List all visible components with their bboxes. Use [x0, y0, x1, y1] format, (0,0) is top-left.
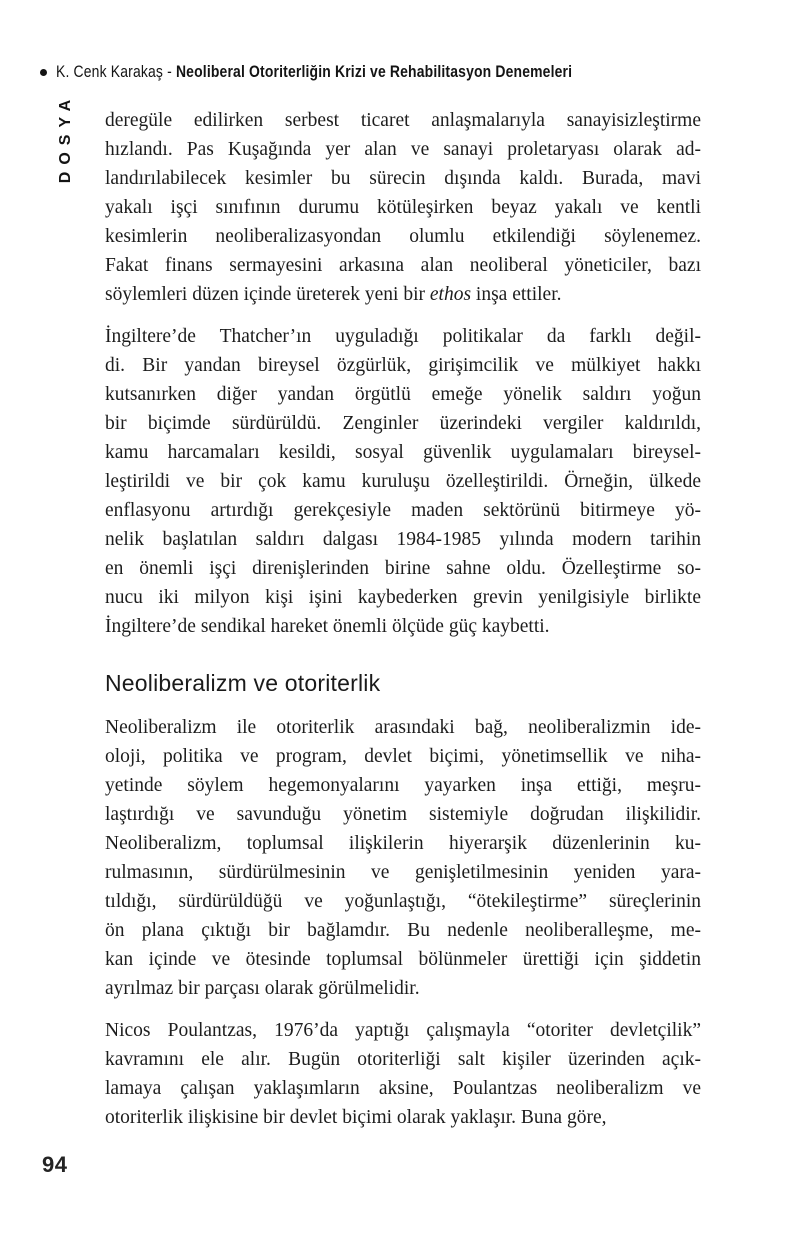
text-line: [105, 409, 701, 438]
text-line: [105, 164, 701, 193]
article-title: Neoliberal Otoriterliğin Krizi ve Rehabilitasyon Denemeleri: [175, 62, 573, 81]
text-run: Fakat finans sermayesini arkasına alan neoliberal yöneticiler, bazı: [105, 255, 701, 276]
text-line: [105, 771, 701, 800]
text-run: söylemleri düzen içinde üreterek yeni bir: [105, 284, 430, 305]
text-line: [105, 1103, 701, 1132]
running-header: [40, 62, 686, 82]
text-run: inşa ettiler.: [471, 284, 562, 305]
text-line: [105, 612, 701, 641]
text-line: [105, 467, 701, 496]
text-run: ön plana çıktığı bir bağlamdır. Bu nedenle neoliberalleşme, me-: [105, 920, 701, 941]
text-line: [105, 554, 701, 583]
italic-term: ethos: [429, 284, 472, 305]
paragraph: [105, 322, 701, 641]
text-run: nelik başlatılan saldırı dalgası 1984-1985 yılında modern tarihin: [105, 529, 701, 550]
text-line: [105, 525, 701, 554]
text-run: Nicos Poulantzas, 1976’da yaptığı çalışmayla “otoriter devletçilik”: [105, 1020, 701, 1041]
paragraph: [105, 106, 701, 309]
text-line: [105, 1074, 701, 1103]
text-run: Neoliberalizm ile otoriterlik arasındaki bağ, neoliberalizmin ide-: [105, 717, 701, 738]
running-header-text: [56, 62, 572, 82]
text-run: deregüle edilirken serbest ticaret anlaşmalarıyla sanayisizleştirme: [105, 110, 701, 131]
text-run: rulmasının, sürdürülmesinin ve genişletilmesinin yeniden yara-: [105, 862, 701, 883]
text-line: [105, 742, 701, 771]
text-run: nucu iki milyon kişi işini kaybederken grevin yenilgisiyle birlikte: [105, 587, 701, 608]
text-line: [105, 135, 701, 164]
text-line: [105, 322, 701, 351]
text-run: kan içinde ve ötesinde toplumsal bölünmeler ürettiği için şiddetin: [105, 949, 701, 970]
text-run: landırılabilecek kesimler bu sürecin dışında kaldı. Burada, mavi: [105, 168, 701, 189]
text-run: Neoliberalizm, toplumsal ilişkilerin hiyerarşik düzenlerinin ku-: [105, 833, 701, 854]
text-run: yakalı işçi sınıfının durumu kötüleşirken beyaz yakalı ve kentli: [105, 197, 701, 218]
text-run: İngiltere’de Thatcher’ın uyguladığı politikalar da farklı değil-: [105, 326, 701, 347]
text-line: [105, 496, 701, 525]
text-run: oloji, politika ve program, devlet biçimi, yönetimsellik ve niha-: [105, 746, 701, 767]
text-line: [105, 222, 701, 251]
text-line: [105, 829, 701, 858]
bullet-icon: [40, 69, 47, 76]
text-line: [105, 800, 701, 829]
text-line: [105, 916, 701, 945]
text-run: lamaya çalışan yaklaşımların aksine, Poulantzas neoliberalizm ve: [105, 1078, 701, 1099]
text-run: tıldığı, sürdürüldüğü ve yoğunlaştığı, “ötekileştirme” süreçlerinin: [105, 891, 701, 912]
body-column: [105, 106, 701, 1145]
text-line: [105, 974, 701, 1003]
text-run: ayrılmaz bir parçası olarak görülmelidir.: [105, 978, 420, 999]
text-run: leştirildi ve bir çok kamu kuruluşu özelleştirildi. Örneğin, ülkede: [105, 471, 701, 492]
text-line: [105, 251, 701, 280]
text-run: kesimlerin neoliberalizasyondan olumlu etkilendiği söylenemez.: [105, 226, 701, 247]
text-run: kamu harcamaları kesildi, sosyal güvenlik uygulamaları bireysel-: [105, 442, 701, 463]
text-line: [105, 193, 701, 222]
text-line: [105, 1016, 701, 1045]
page-number: 94: [42, 1152, 68, 1177]
text-run: di. Bir yandan bireysel özgürlük, girişimcilik ve mülkiyet hakkı: [105, 355, 701, 376]
text-line: [105, 583, 701, 612]
section-heading: Neoliberalizm ve otoriterlik: [105, 670, 381, 696]
text-line: [105, 945, 701, 974]
text-line: [105, 280, 701, 309]
text-run: enflasyonu artırdığı gerekçesiyle maden sektörünü bitirmeye yö-: [105, 500, 701, 521]
text-run: hızlandı. Pas Kuşağında yer alan ve sanayi proletaryası olarak ad-: [105, 139, 701, 160]
text-line: [105, 887, 701, 916]
text-line: [105, 858, 701, 887]
text-line: [105, 380, 701, 409]
text-run: en önemli işçi direnişlerinden birine sahne oldu. Özelleştirme so-: [105, 558, 701, 579]
text-run: İngiltere’de sendikal hareket önemli ölçüde güç kaybetti.: [105, 616, 550, 637]
text-line: [105, 438, 701, 467]
section-vertical-label: DOSYA: [57, 92, 74, 184]
text-run: otoriterlik ilişkisine bir devlet biçimi olarak yaklaşır. Buna göre,: [105, 1107, 607, 1128]
text-run: kutsanırken diğer yandan örgütlü emeğe yönelik saldırı yoğun: [105, 384, 701, 405]
text-line: [105, 351, 701, 380]
text-line: [105, 713, 701, 742]
text-run: laştırdığı ve savunduğu yönetim sistemiyle doğrudan ilişkilidir.: [105, 804, 701, 825]
text-run: bir biçimde sürdürüldü. Zenginler üzerindeki vergiler kaldırıldı,: [105, 413, 701, 434]
text-line: [105, 1045, 701, 1074]
author-name: K. Cenk Karakaş: [56, 62, 164, 81]
paragraph: [105, 713, 701, 1003]
text-run: yetinde söylem hegemonyalarını yayarken inşa ettiği, meşru-: [105, 775, 701, 796]
text-run: kavramını ele alır. Bugün otoriterliği salt kişiler üzerinden açık-: [105, 1049, 701, 1070]
text-line: [105, 106, 701, 135]
paragraph: [105, 1016, 701, 1132]
header-separator: -: [163, 62, 176, 81]
